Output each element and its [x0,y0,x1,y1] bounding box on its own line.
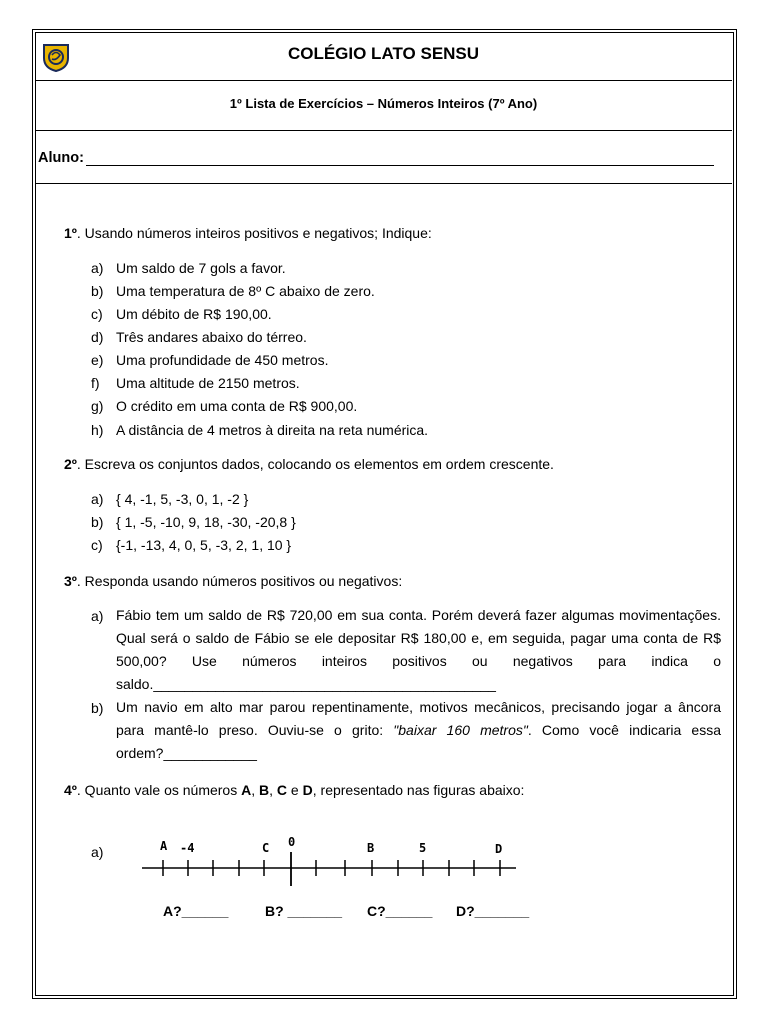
tick-label-minus-four: -4 [180,841,195,855]
point-label-a: A [160,839,168,853]
point-label-c: C [262,841,270,855]
q1-item-label: e) [91,352,104,368]
header-school-row [35,32,732,81]
q2-prompt [64,456,554,472]
q4-pre: . Quanto vale os números [76,782,242,798]
q2-item-label: a) [91,491,104,507]
q1-item-text: O crédito em uma conta de R$ 900,00. [116,398,358,414]
q3a-line: Qual será o saldo de Fábio se ele depositar R$ 180,00 e, em seguida, pagar uma conta de R$ [116,630,721,646]
q1-item-label: h) [91,422,104,438]
q4-letter-c: C [276,782,288,798]
q4a-label: a) [91,844,104,860]
q3b-line-pre: para mantê-lo preso. Ouviu-se o grito: [116,722,394,738]
q2-item-label: c) [91,537,103,553]
q1-item-text: Três andares abaixo do térreo. [116,329,307,345]
q2-item-label: b) [91,514,104,530]
q3b-line [116,719,721,742]
q3-text: . Responda usando números positivos ou negativos: [76,573,403,589]
q3a-line: Fábio tem um saldo de R$ 720,00 em sua conta. Porém deverá fazer algumas movimentações. [116,607,721,623]
student-label: Aluno: [38,150,84,166]
q3-number: 3º [64,573,77,589]
answer-a-field[interactable]: A?______ [163,903,229,919]
q1-number: 1º [64,225,77,241]
q3-prompt [64,573,402,589]
q4-post: , representado nas figuras abaixo: [312,782,525,798]
q1-item-label: b) [91,283,104,299]
q3a-answer-line[interactable]: saldo.____________________________________________ [116,676,496,692]
point-label-b: B [367,841,375,855]
q3b-line: Um navio em alto mar parou repentinamente, motivos mecânicos, precisando jogar a âncora [116,699,721,715]
q4-number: 4º [64,782,77,798]
answer-b-field[interactable]: B? _______ [265,903,343,919]
q2-text: . Escreva os conjuntos dados, colocando os elementos em ordem crescente. [76,456,554,472]
header-student-row [35,130,732,184]
q4-letter-a: A [241,782,252,798]
q4-sep: e [287,782,303,798]
q1-item-text: Uma altitude de 2150 metros. [116,375,300,391]
answer-d-field[interactable]: D?_______ [456,903,530,919]
q1-item-label: g) [91,398,104,414]
q1-item-text: Uma temperatura de 8º C abaixo de zero. [116,283,375,299]
q3a-label: a) [91,608,104,624]
q1-item-label: c) [91,306,103,322]
point-label-d: D [495,842,503,856]
q4-sep: , [269,782,277,798]
number-line-ticks [163,852,500,886]
q3b-line-post: . Como você indicaria essa [527,722,722,738]
school-name: COLÉGIO LATO SENSU [287,44,480,63]
q1-item-text: Uma profundidade de 450 metros. [116,352,329,368]
q4-letter-d: D [302,782,313,798]
q3a-paragraph [116,604,721,696]
q3b-answer-line[interactable]: ordem?____________ [116,745,257,761]
q2-number: 2º [64,456,77,472]
q1-text: . Usando números inteiros positivos e negativos; Indique: [76,225,432,241]
tick-label-zero: 0 [288,835,296,849]
q1-item-label: a) [91,260,104,276]
q3b-quote: "baixar 160 metros" [393,722,528,738]
tick-label-five: 5 [419,841,427,855]
q4-sep: , [251,782,260,798]
q4-letter-b: B [259,782,270,798]
q1-prompt [64,225,432,241]
header-title-row [35,80,732,131]
number-line [140,830,520,892]
q2-item-text: { 4, -1, 5, -3, 0, 1, -2 } [116,491,249,507]
answer-c-field[interactable]: C?______ [367,903,433,919]
q1-item-text: Um saldo de 7 gols a favor. [116,260,286,276]
q2-item-text: { 1, -5, -10, 9, 18, -30, -20,8 } [116,514,296,530]
q1-item-text: A distância de 4 metros à direita na reta numérica. [116,422,429,438]
student-name-line[interactable] [86,165,714,166]
q3b-paragraph [116,696,721,765]
q1-item-text: Um débito de R$ 190,00. [116,306,272,322]
list-title: 1º Lista de Exercícios – Números Inteiros (7º Ano) [229,96,538,111]
q2-item-text: {-1, -13, 4, 0, 5, -3, 2, 1, 10 } [116,537,292,553]
q4-prompt [64,782,524,798]
q1-item-label: d) [91,329,104,345]
q1-item-label: f) [91,375,100,391]
q3a-line: 500,00? Use números inteiros positivos ou negativos para indica o [116,653,721,669]
q3b-label: b) [91,700,104,716]
